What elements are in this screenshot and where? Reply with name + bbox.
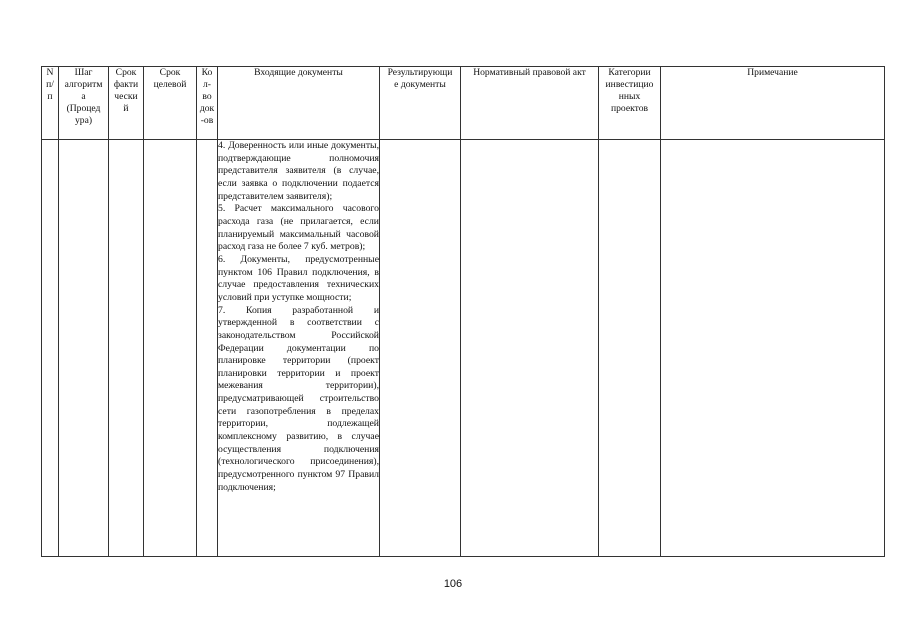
header-target-term: Срок целевой (144, 67, 197, 140)
header-incoming-documents: Входящие документы (218, 67, 380, 140)
cell-project-categories (599, 140, 661, 557)
header-legal-act: Нормативный правовой акт (461, 67, 599, 140)
table-row (42, 140, 885, 557)
header-step: Шаг алгоритм а (Процед ура) (59, 67, 109, 140)
cell-resulting-documents (380, 140, 461, 557)
cell-actual-term (109, 140, 144, 557)
header-number: N п/ п (42, 67, 59, 140)
header-project-categories: Категории инвестицио нных проектов (599, 67, 661, 140)
document-table (41, 66, 885, 557)
cell-legal-act (461, 140, 599, 557)
cell-number (42, 140, 59, 557)
cell-step (59, 140, 109, 557)
cell-notes (661, 140, 885, 557)
page-number: 106 (443, 578, 463, 590)
document-item-6: 6. Документы, предусмотренные пунктом 106 Правил подключения, в случае предоставления технических условий при уступке мощности; (218, 253, 379, 303)
cell-target-term (144, 140, 197, 557)
document-item-7: 7. Копия разработанной и утвержденной в соответствии с законодательством Российской Федерации документации по планировке территории (проект планировки территории и проект межевания территории), предусматривающей строительство сети газопотребления в пределах территории, подлежащей комплексному развитию, в случае осуществления подключения (технологического присоединения), предусмотренного пунктом 97 Правил подключения; (218, 304, 379, 493)
header-resulting-documents: Результирующи е документы (380, 67, 461, 140)
header-actual-term: Срок факти чески й (109, 67, 144, 140)
header-notes: Примечание (661, 67, 885, 140)
table-header-row (42, 67, 885, 140)
header-doc-count: Ко л- во док -ов (197, 67, 218, 140)
document-item-4: 4. Доверенность или иные документы, подтверждающие полномочия представителя заявителя (в случае, если заявка о подключении подается представителем заявителя); (218, 140, 379, 202)
cell-doc-count (197, 140, 218, 557)
document-item-5: 5. Расчет максимального часового расхода газа (не прилагается, если планируемый максимальный часовой расход газа не более 7 куб. метров); (218, 203, 379, 253)
cell-incoming-documents (218, 140, 380, 557)
